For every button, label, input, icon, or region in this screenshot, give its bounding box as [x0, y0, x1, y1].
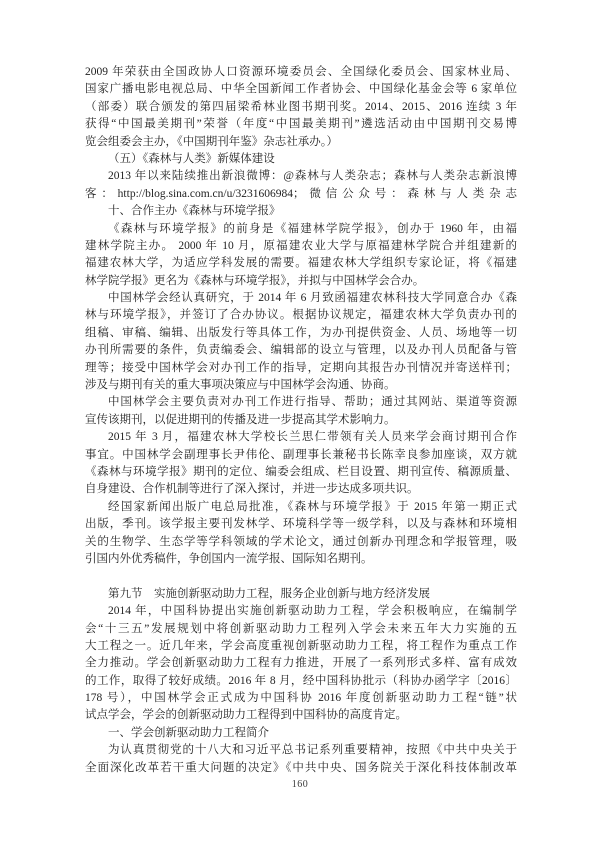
- text-line: 自身建设、合作机制等进行了深入探讨，并进一步达成多项共识。: [85, 483, 419, 496]
- text-line: 事宜。中国林学会副理事长尹伟伦、副理事长兼秘书长陈幸良参加座谈，双方就: [85, 448, 517, 461]
- page-number: 160: [291, 779, 309, 790]
- text-line: 理等；接受中国林学会对办刊工作的指导，定期向其报告办刊情况并寄送样刊；: [85, 361, 517, 374]
- text-line: 2013 年以来陆续推出新浪微博：@森林与人类杂志；森林与人类杂志新浪博: [108, 170, 517, 183]
- text-line: 览会组委会主办，《中国期刊年鉴》杂志社承办。）: [85, 135, 338, 148]
- document-body: [85, 64, 517, 777]
- text-line: 2015 年 3 月，福建农林大学校长兰思仁带领有关人员来学会商讨期刊合作: [108, 431, 517, 444]
- text-line: 经国家新闻出版广电总局批准，《森林与环境学报》于 2015 年第一期正式: [108, 500, 517, 513]
- text-line: 宣传该期刊，以促进期刊的传播及进一步提高其学术影响力。: [85, 413, 396, 426]
- text-line: 林学院学报》更名为《森林与环境学报》，并拟与中国林学会合办。: [85, 274, 425, 287]
- text-line: 《森林与环境学报》期刊的定位、编委会组成、栏目设置、期刊宣传、稿源质量、: [85, 465, 517, 478]
- text-line: 全面深化改革若干重大问题的决定》《中共中央、国务院关于深化科技体制改革: [85, 761, 517, 774]
- heading-line: （五）《森林与人类》新媒体建设: [108, 152, 275, 165]
- text-line: 获得“中国最美期刊”荣誉（年度“中国最美期刊”遴选活动由中国期刊交易博: [85, 118, 517, 131]
- text-line: 的工作，取得了较好成绩。2016 年 8 月，经中国科协批示（科协办函学字〔2016〕: [85, 674, 517, 687]
- text-line: 178 号），中国林学会正式成为中国科协 2016 年度创新驱动助力工程“链”状: [85, 692, 517, 705]
- heading-line: 一、学会创新驱动助力工程简介: [108, 726, 269, 739]
- text-line: 国家广播电影电视总局、中华全国新闻工作者协会、中国绿化基金会等 6 家单位: [85, 83, 517, 96]
- text-line: 组稿、审稿、编辑、出版发行等具体工作，为办刊提供资金、人员、场地等一切: [85, 326, 517, 339]
- text-line: 会“十三五”发展规划中将创新驱动助力工程列入学会未来五年大力实施的五: [85, 622, 517, 635]
- text-line: 《森林与环境学报》的前身是《福建林学院学报》，创办于 1960 年，由福: [108, 222, 517, 235]
- text-line: 2009 年荣获由全国政协人口资源环境委员会、全国绿化委员会、国家林业局、: [85, 66, 517, 78]
- text-line: 大工程之一。近几年来，学会高度重视创新驱动助力工程，将工程作为重点工作: [85, 639, 517, 652]
- text-line: 试点学会，学会的创新驱动助力工程得到中国科协的高度肯定。: [85, 709, 407, 722]
- text-line: 林与环境学报》，并签订了合办协议。根据协议规定，福建农林大学负责办刊的: [85, 309, 517, 322]
- text-line: 2014 年，中国科协提出实施创新驱动助力工程，学会积极响应，在编制学: [108, 605, 517, 618]
- text-line: 中国林学会经认真研究，于 2014 年 6 月致函福建农林科技大学同意合办《森: [108, 292, 517, 305]
- text-line: 关的生物学、生态学等学科领域的学术论文，通过创新办刊理念和学报管理，吸: [85, 535, 517, 548]
- heading-line: 第九节 实施创新驱动助力工程，服务企业创新与地方经济发展: [108, 587, 430, 600]
- text-line: 建林学院主办。 2000 年 10 月，原福建农业大学与原福建林学院合并组建新的: [85, 239, 517, 252]
- text-line: 为认真贯彻党的十八大和习近平总书记系列重要精神，按照《中共中央关于: [108, 744, 517, 757]
- text-line: 福建农林大学，为适应学科发展的需要。福建农林大学组织专家论证，将《福建: [85, 257, 517, 270]
- text-line: 中国林学会主要负责对办刊工作进行指导、帮助；通过其网站、渠道等资源: [108, 396, 517, 409]
- text-line: 办刊所需要的条件，负责编委会、编辑部的设立与管理，以及办刊人员配备与管: [85, 344, 517, 357]
- text-line: 全力推动。学会创新驱动助力工程有力推进，开展了一系列形式多样、富有成效: [85, 657, 517, 670]
- text-line: 引国内外优秀稿件，争创国内一流学报、国际知名期刊。: [85, 552, 373, 565]
- text-line: 涉及与期刊有关的重大事项决策应与中国林学会沟通、协商。: [85, 379, 396, 392]
- blank-line: [85, 568, 517, 585]
- text-line: 出版，季刊。该学报主要刊发林学、环境科学等一级学科，以及与森林和环境相: [85, 518, 517, 531]
- heading-line: 十、合作主办《森林与环境学报》: [108, 205, 281, 218]
- text-line: 客：http://blog.sina.com.cn/u/3231606984；微信公众号：森林与人类杂志: [85, 187, 517, 200]
- text-line: （部委）联合颁发的第四届梁希林业图书期刊奖。2014、2015、2016 连续 3 年: [85, 100, 517, 113]
